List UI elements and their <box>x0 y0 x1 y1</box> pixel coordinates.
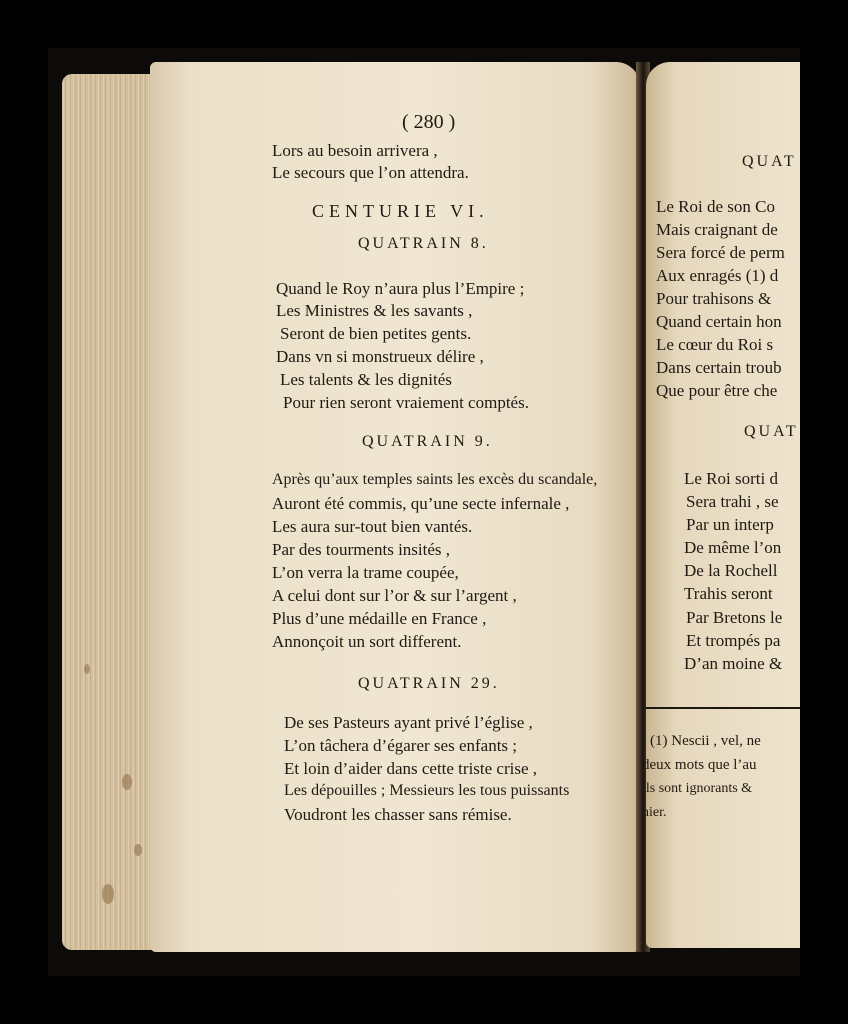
q9-line-3: Les aura sur-tout bien vantés. <box>272 517 473 536</box>
q9-line-6: A celui dont sur l’or & sur l’argent , <box>272 586 517 605</box>
right-quatrain-heading-1: QUAT <box>742 153 797 170</box>
right-quatrain-heading-2: QUAT <box>744 423 799 440</box>
q8-line-5: Les talents & les dignités <box>280 370 452 389</box>
right-line-2-3: Par un interp <box>686 515 774 534</box>
right-line-1-8: Dans certain troub <box>656 358 782 377</box>
footnote-line-4: nier. <box>642 805 667 820</box>
q29-line-5: Voudront les chasser sans rémise. <box>284 805 512 824</box>
q8-line-4: Dans vn si monstrueux délire , <box>276 347 484 366</box>
right-line-2-9: D’an moine & <box>684 654 783 673</box>
q8-line-2: Les Ministres & les savants , <box>276 301 473 320</box>
right-line-1-3: Sera forcé de perm <box>656 243 785 262</box>
q8-line-3: Seront de bien petites gents. <box>280 324 472 343</box>
q29-line-3: Et loin d’aider dans cette triste crise , <box>284 759 538 778</box>
right-line-1-7: Le cœur du Roi s <box>656 335 774 354</box>
q9-line-8: Annonçoit un sort different. <box>272 632 462 651</box>
page-number: ( 280 ) <box>402 111 456 133</box>
q9-line-7: Plus d’une médaille en France , <box>272 609 487 628</box>
quatrain-29-heading: QUATRAIN 29. <box>358 675 500 692</box>
left-page <box>150 62 640 952</box>
intro-line-1: Lors au besoin arrivera , <box>272 141 438 160</box>
centurie-heading: CENTURIE VI. <box>312 201 489 221</box>
right-line-2-6: Trahis seront <box>684 584 773 603</box>
quatrain-8-heading: QUATRAIN 8. <box>358 235 489 252</box>
right-page <box>642 62 800 948</box>
right-line-2-7: Par Bretons le <box>686 608 783 627</box>
right-line-2-5: De la Rochell <box>684 561 778 580</box>
intro-line-2: Le secours que l’on attendra. <box>272 163 469 182</box>
q9-line-4: Par des tourments insités , <box>272 540 451 559</box>
right-line-1-6: Quand certain hon <box>656 312 782 331</box>
right-line-1-4: Aux enragés (1) d <box>656 266 779 285</box>
q9-line-5: L’on verra la trame coupée, <box>272 563 459 582</box>
right-line-1-1: Le Roi de son Co <box>656 197 775 216</box>
quatrain-9-heading: QUATRAIN 9. <box>362 433 493 450</box>
q8-line-6: Pour rien seront vraiement comptés. <box>283 393 529 412</box>
q29-line-2: L’on tâchera d’égarer ses enfants ; <box>284 736 518 755</box>
q9-line-2: Auront été commis, qu’une secte infernale , <box>272 494 570 513</box>
right-line-2-1: Le Roi sorti d <box>684 469 778 488</box>
q8-line-1: Quand le Roy n’aura plus l’Empire ; <box>276 279 525 298</box>
footnote-line-3: ils sont ignorants & <box>642 781 753 796</box>
footnote-rule <box>646 707 800 709</box>
q29-line-4: Les dépouilles ; Messieurs les tous puissants <box>284 782 570 799</box>
footnote-line-2: deux mots que l’au <box>642 757 757 773</box>
right-line-2-2: Sera trahi , se <box>686 492 779 511</box>
right-line-2-4: De même l’on <box>684 538 782 557</box>
q9-line-1: Après qu’aux temples saints les excès du scandale, <box>272 471 598 488</box>
right-line-1-5: Pour trahisons & <box>656 289 772 308</box>
right-line-2-8: Et trompés pa <box>686 631 781 650</box>
q29-line-1: De ses Pasteurs ayant privé l’église , <box>284 713 533 732</box>
right-line-1-9: Que pour être che <box>656 381 778 400</box>
footnote-line-1: (1) Nescii , vel, ne <box>650 733 761 749</box>
right-line-1-2: Mais craignant de <box>656 220 778 239</box>
